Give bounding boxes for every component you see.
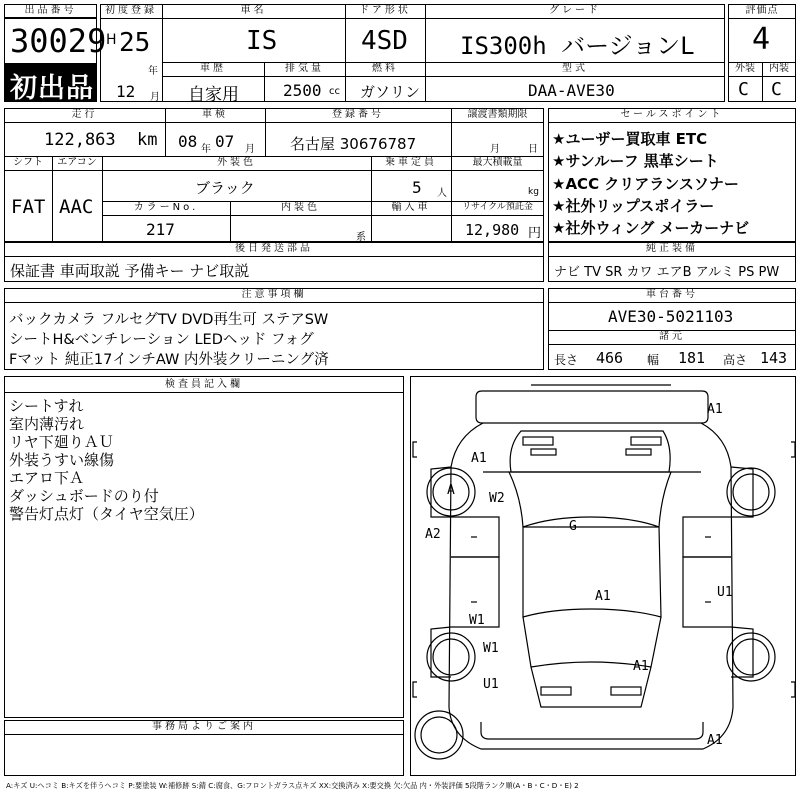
car-outline [411, 377, 797, 777]
damage-mark-u1-left: U1 [483, 677, 499, 692]
mileage-value: 122,863 [44, 130, 116, 150]
lot-number: 30029 [10, 22, 107, 60]
capacity-value: 5 [412, 178, 422, 197]
interior-score-header: 内装 [769, 63, 789, 74]
damage-mark-u1-right: U1 [717, 585, 733, 600]
inspector-line: リヤ下廻りＡＵ [9, 433, 114, 451]
first-reg-month: 12 [116, 82, 136, 101]
door-header: ドア形状 [359, 5, 411, 16]
inspection-month: 07 [215, 132, 235, 151]
exterior-score: C [738, 79, 749, 100]
inspection-header: 車検 [202, 109, 228, 120]
sales-point-item: ★ACC クリアランスソナー [552, 175, 739, 193]
later-parts-value: 保証書 車両取説 予備キー ナビ取説 [10, 262, 250, 280]
shift-value: FAT [11, 196, 46, 218]
damage-mark-tire-a: A [447, 483, 455, 498]
sales-point-item: ★サンルーフ 黒革シート [552, 152, 719, 170]
inspector-line: 警告灯点灯（タイヤ空気圧） [9, 505, 204, 523]
legend: A:キズ U:ヘコミ B:キズを伴うヘコミ P:要塗装 W:補修跡 S:錆 C:腐食、G:フロントガラス点キズ XX:交換済み X:要交換 欠:欠品 内・外装評価 5段階ランク順(A・B・C・D・E) 2 [6, 781, 579, 790]
color-no-value: 217 [146, 220, 175, 239]
damage-mark-center-a1: A1 [595, 589, 611, 604]
capacity-unit: 人 [437, 188, 447, 199]
max-load-header: 最大積載量 [472, 157, 523, 168]
first-reg-era: H [106, 32, 117, 48]
mileage-header: 走行 [71, 109, 98, 120]
recycle-unit: 円 [528, 226, 542, 241]
door-value: 4SD [361, 26, 408, 56]
interior-score: C [771, 79, 782, 100]
car-diagram [410, 376, 796, 776]
inspector-header: 検査員記入欄 [165, 379, 243, 390]
score-header: 評価点 [745, 5, 779, 16]
model-header: 車名 [240, 5, 267, 16]
damage-mark-w2: W2 [489, 491, 505, 506]
standard-equipment-value: ナビ TV SR カワ エアB アルミ PS PW [554, 265, 780, 280]
damage-mark-rear-a1: A1 [633, 659, 649, 674]
sales-points-header: セールスポイント [620, 109, 724, 120]
grade-header: グレード [549, 5, 601, 16]
fuel-value: ガソリン [360, 83, 421, 101]
first-reg-month-unit: 月 [150, 92, 160, 103]
transfer-header: 譲渡書類期限 [467, 109, 528, 120]
office-header: 事務局よりご案内 [152, 721, 256, 732]
inspection-year-unit: 年 [201, 144, 211, 155]
notes-line: シートH&ベンチレーション LEDヘッド フォグ [9, 332, 314, 348]
inspector-line: シートすれ [9, 397, 84, 415]
damage-mark-a2: A2 [425, 527, 441, 542]
aircon-value: AAC [59, 196, 94, 218]
detail-table [4, 108, 544, 242]
exterior-color-header: 外装色 [217, 157, 256, 168]
model-value: IS [246, 26, 278, 56]
damage-mark-left-a1: A1 [471, 451, 487, 466]
recycle-value: 12,980 [465, 221, 520, 239]
height-value: 143 [760, 349, 788, 367]
transfer-month-unit: 月 [490, 144, 500, 155]
exterior-color-value: ブラック [195, 179, 255, 197]
score-value: 4 [752, 22, 771, 57]
type-value: DAA-AVE30 [528, 81, 615, 100]
displacement-unit: cc [329, 86, 340, 97]
registration-header: 登録番号 [332, 109, 384, 120]
damage-mark-w1-lower: W1 [483, 641, 499, 656]
chassis-value: AVE30-5021103 [608, 307, 734, 326]
history-value: 自家用 [188, 85, 239, 105]
grade-value: IS300h バージョンL [460, 32, 695, 60]
first-reg-year-unit: 年 [148, 66, 158, 77]
notes-line: バックカメラ フルセグTV DVD再生可 ステアSW [9, 312, 329, 328]
transfer-day-unit: 日 [528, 144, 538, 155]
inspector-line: エアロ下Ａ [9, 469, 85, 487]
sales-point-item: ★社外ウィング メーカーナビ [552, 219, 750, 237]
type-header: 型式 [562, 63, 588, 74]
displacement-header: 排気量 [285, 63, 324, 74]
height-label: 高さ [723, 353, 748, 367]
damage-mark-top-a1: A1 [707, 402, 723, 417]
first-reg-year: 25 [119, 28, 151, 58]
import-header: 輸入車 [391, 202, 431, 213]
damage-mark-g: G [569, 519, 577, 534]
color-no-header: カラーNo. [133, 202, 199, 213]
sales-point-item: ★社外リップスポイラー [552, 197, 715, 215]
inspector-line: 外装うすい線傷 [9, 451, 115, 469]
mileage-unit: km [137, 130, 158, 150]
shift-header: シフト [13, 157, 43, 168]
interior-color-suffix: 系 [356, 232, 366, 243]
inspector-line: ダッシュボードのり付 [9, 487, 159, 505]
specs-header: 諸元 [659, 331, 685, 342]
chassis-header: 車台番号 [646, 289, 698, 300]
capacity-header: 乗車定員 [385, 157, 437, 168]
exterior-score-header: 外装 [735, 63, 755, 74]
registration-value: 名古屋 30676787 [290, 135, 417, 153]
lot-header: 出品番号 [24, 5, 77, 16]
sales-point-item: ★ユーザー買取車 ETC [552, 130, 708, 148]
inspection-month-unit: 月 [245, 144, 255, 155]
fuel-header: 燃料 [372, 63, 398, 74]
history-header: 車歴 [200, 63, 226, 74]
notes-line: Fマット 純正17インチAW 内外装クリーニング済 [9, 352, 329, 368]
interior-color-header: 内装色 [281, 202, 320, 213]
length-label: 長さ [554, 353, 579, 367]
length-value: 466 [596, 349, 624, 367]
width-label: 幅 [647, 353, 660, 367]
max-load-unit: kg [528, 187, 539, 197]
damage-mark-w1-upper: W1 [469, 613, 485, 628]
inspection-year: 08 [178, 132, 198, 151]
displacement-value: 2500 [283, 81, 322, 100]
first-reg-header: 初度登録 [105, 5, 157, 16]
notes-header: 注意事項欄 [241, 289, 307, 300]
width-value: 181 [678, 349, 706, 367]
damage-mark-bottom-a1: A1 [707, 733, 723, 748]
recycle-header: リサイクル預託金 [462, 202, 533, 212]
inspector-line: 室内薄汚れ [9, 415, 85, 433]
standard-equipment-header: 純正装備 [646, 243, 698, 254]
aircon-header: エアコン [57, 157, 97, 168]
first-listing-badge-text: 初出品 [10, 73, 94, 104]
later-parts-header: 後日発送部品 [235, 243, 313, 254]
